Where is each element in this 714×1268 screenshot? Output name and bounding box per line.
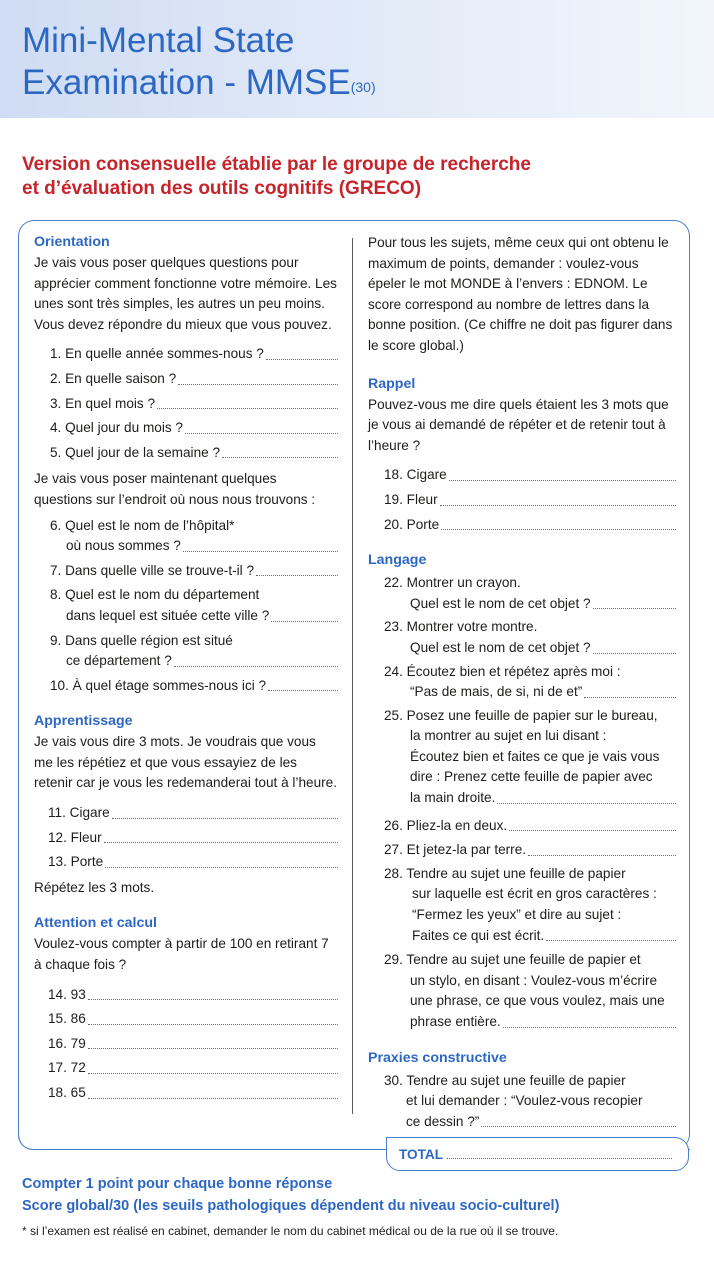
question-14-text: 14. 93	[48, 986, 86, 1002]
footnote: * si l’examen est réalisé en cabinet, demander le nom du cabinet médical ou de la rue où il se trouve.	[22, 1224, 559, 1238]
scoring-note: Compter 1 point pour chaque bonne réponse	[22, 1176, 333, 1192]
answer-line[interactable]	[503, 1027, 676, 1028]
question-28	[368, 864, 676, 946]
answer-line[interactable]	[178, 384, 338, 385]
answer-line[interactable]	[112, 818, 338, 819]
answer-line[interactable]	[88, 1048, 338, 1049]
question-6	[34, 516, 338, 557]
total-answer-line[interactable]	[447, 1158, 672, 1159]
orientation-intro-2: Je vais vous poser maintenant quelques questions sur l’endroit où nous nous trouvons :	[34, 471, 316, 507]
question-7-text: 7. Dans quelle ville se trouve-t-il ?	[50, 562, 254, 578]
question-25-line-3: Écoutez bien et faites ce que je vais vous	[410, 748, 660, 764]
subtitle-line-1: Version consensuelle établie par le groupe de recherche	[22, 154, 531, 175]
subtitle	[22, 153, 682, 201]
apprentissage-intro: Je vais vous dire 3 mots. Je voudrais que vous me les répétiez et que vous essayiez de les retenir car je vous les redemanderai tout à l’heure.	[34, 734, 337, 791]
orientation-intro: Je vais vous poser quelques questions pour apprécier comment fonctionne votre mémoire. Les unes sont très simples, les autres un peu moins. Vous devez répondre du mieux que vous pouvez.	[34, 255, 337, 332]
question-29-line-4: phrase entière.	[410, 1014, 501, 1029]
answer-line[interactable]	[546, 940, 676, 941]
question-23-line-1: 23. Montrer votre montre.	[384, 619, 538, 635]
question-9-line-2: ce département ?	[66, 653, 172, 669]
question-28-line-1: 28. Tendre au sujet une feuille de papier	[384, 865, 626, 881]
answer-line[interactable]	[174, 666, 338, 667]
right-column	[368, 233, 676, 1132]
question-18-attention	[34, 1079, 338, 1104]
question-2	[34, 365, 338, 390]
question-6-line-1: 6. Quel est le nom de l’hôpital*	[50, 517, 235, 533]
subtitle-line-2: et d’évaluation des outils cognitifs (GRECO)	[22, 178, 422, 199]
question-27	[368, 836, 676, 861]
question-9	[34, 631, 338, 672]
question-6-line-2-row	[50, 536, 338, 557]
question-26-text: 26. Pliez-la en deux.	[384, 817, 508, 833]
question-24-line-1: 24. Écoutez bien et répétez après moi :	[384, 663, 621, 679]
question-10-text: 10. À quel étage sommes-nous ici ?	[50, 677, 267, 693]
answer-line[interactable]	[481, 1126, 676, 1127]
section-title-rappel: Rappel	[368, 375, 416, 392]
question-7	[34, 557, 338, 582]
question-22-line-2: Quel est le nom de cet objet ?	[410, 595, 591, 611]
title-line-2-text: Examination - MMSE	[22, 63, 351, 102]
answer-line[interactable]	[266, 359, 338, 360]
answer-line[interactable]	[449, 480, 676, 481]
answer-line[interactable]	[497, 803, 676, 804]
question-27-text: 27. Et jetez-la par terre.	[384, 842, 527, 858]
question-18-rappel-text: 18. Cigare	[384, 467, 447, 483]
section-title-attention: Attention et calcul	[34, 915, 157, 932]
answer-line[interactable]	[88, 1024, 338, 1025]
answer-line[interactable]	[528, 855, 676, 856]
question-5	[34, 439, 338, 464]
question-29-line-1: 29. Tendre au sujet une feuille de papier et	[384, 952, 641, 968]
question-16-text: 16. 79	[48, 1035, 86, 1051]
question-25-line-4: dire : Prenez cette feuille de papier avec	[410, 769, 653, 785]
question-2-text: 2. En quelle saison ?	[50, 370, 177, 386]
question-19-text: 19. Fleur	[384, 491, 438, 507]
question-1-text: 1. En quelle année sommes-nous ?	[50, 346, 264, 362]
question-29	[368, 950, 676, 1032]
question-22-line-1: 22. Montrer un crayon.	[384, 575, 521, 591]
question-26	[368, 812, 676, 837]
question-29-line-4-row	[384, 1012, 676, 1033]
left-column	[34, 231, 338, 1104]
question-23-line-2-row	[384, 638, 676, 659]
answer-line[interactable]	[88, 999, 338, 1000]
question-24-line-2-row	[384, 682, 676, 703]
question-28-line-4-row	[384, 926, 676, 947]
question-12-text: 12. Fleur	[48, 829, 102, 845]
question-22	[368, 573, 676, 614]
answer-line[interactable]	[584, 697, 676, 698]
question-23-line-2: Quel est le nom de cet objet ?	[410, 639, 591, 655]
question-29-line-2: un stylo, en disant : Voulez-vous m’écrire	[410, 972, 658, 988]
question-15	[34, 1005, 338, 1030]
question-4-text: 4. Quel jour du mois ?	[50, 420, 183, 436]
answer-line[interactable]	[593, 608, 676, 609]
question-30	[368, 1071, 676, 1133]
question-25-line-5-row	[384, 788, 676, 809]
question-13	[34, 848, 338, 873]
question-18-attention-text: 18. 65	[48, 1085, 86, 1100]
answer-line[interactable]	[157, 408, 338, 409]
question-25	[368, 706, 676, 809]
question-30-line-3: ce dessin ?”	[406, 1113, 480, 1129]
answer-line[interactable]	[256, 575, 338, 576]
question-1	[34, 340, 338, 365]
question-29-line-3: une phrase, ce que vous voulez, mais une	[410, 993, 665, 1009]
answer-line[interactable]	[271, 621, 338, 622]
question-28-line-4: Faites ce qui est écrit.	[412, 927, 545, 943]
attention-intro: Voulez-vous compter à partir de 100 en retirant 7 à chaque fois ?	[34, 936, 329, 973]
title-line-1: Mini-Mental State	[22, 21, 295, 60]
section-title-langage: Langage	[368, 552, 427, 569]
question-15-text: 15. 86	[48, 1011, 86, 1027]
question-3	[34, 390, 338, 415]
answer-line[interactable]	[593, 653, 676, 654]
title-line-2	[22, 62, 376, 104]
question-13-text: 13. Porte	[48, 854, 104, 870]
question-30-line-1: 30. Tendre au sujet une feuille de papier	[384, 1072, 626, 1088]
question-25-line-1: 25. Posez une feuille de papier sur le bureau,	[384, 707, 658, 723]
answer-line[interactable]	[105, 867, 338, 868]
section-title-orientation: Orientation	[34, 234, 110, 250]
question-8-line-2-row	[50, 606, 338, 627]
answer-line[interactable]	[440, 505, 676, 506]
global-score-note: Score global/30 (les seuils pathologiques dépendent du niveau socio-culturel)	[22, 1198, 560, 1214]
answer-line[interactable]	[222, 457, 338, 458]
total-box	[386, 1137, 689, 1171]
question-6-line-2: où nous sommes ?	[66, 538, 181, 554]
section-title-praxies: Praxies constructive	[368, 1049, 507, 1066]
question-23	[368, 617, 676, 658]
question-28-line-3: “Fermez les yeux” et dire au sujet :	[412, 907, 622, 923]
question-24-line-2: “Pas de mais, de si, ni de et”	[410, 684, 583, 700]
question-18-rappel	[368, 461, 676, 486]
monde-instructions: Pour tous les sujets, même ceux qui ont obtenu le maximum de points, demander : voulez-vous épeler le mot MONDE à l’envers : EDNOM. Le score correspond au nombre de lettres dans la bonne position. (Ce chiffre ne doit pas figurer dans le score global.)	[368, 235, 673, 353]
question-8	[34, 585, 338, 626]
question-24	[368, 662, 676, 703]
section-title-apprentissage: Apprentissage	[34, 713, 133, 730]
question-4	[34, 414, 338, 439]
answer-line[interactable]	[88, 1073, 338, 1074]
answer-line[interactable]	[509, 830, 676, 831]
answer-line[interactable]	[185, 433, 338, 434]
question-20-text: 20. Porte	[384, 516, 440, 532]
question-11	[34, 799, 338, 824]
apprentissage-outro: Répétez les 3 mots.	[34, 879, 155, 895]
question-9-line-2-row	[50, 651, 338, 672]
question-28-line-2: sur laquelle est écrit en gros caractères :	[412, 886, 657, 902]
question-14	[34, 981, 338, 1006]
question-25-line-5: la main droite.	[410, 790, 496, 806]
answer-line[interactable]	[183, 551, 338, 552]
question-8-line-2: dans lequel est située cette ville ?	[66, 607, 270, 623]
question-22-line-2-row	[384, 594, 676, 615]
question-30-line-3-row	[384, 1112, 676, 1133]
question-19	[368, 486, 676, 511]
total-label: TOTAL	[399, 1146, 444, 1162]
question-5-text: 5. Quel jour de la semaine ?	[50, 444, 221, 460]
question-8-line-1: 8. Quel est le nom du département	[50, 587, 260, 603]
question-11-text: 11. Cigare	[48, 805, 110, 821]
question-17	[34, 1054, 338, 1079]
question-16	[34, 1030, 338, 1055]
question-20	[368, 511, 676, 536]
question-17-text: 17. 72	[48, 1060, 86, 1076]
question-9-line-1: 9. Dans quelle région est situé	[50, 632, 233, 648]
question-12	[34, 824, 338, 849]
answer-line[interactable]	[441, 529, 676, 530]
answer-line[interactable]	[104, 842, 338, 843]
question-25-line-2: la montrer au sujet en lui disant :	[410, 728, 607, 744]
answer-line[interactable]	[268, 690, 338, 691]
question-3-text: 3. En quel mois ?	[50, 395, 156, 411]
column-divider	[352, 238, 353, 1114]
page-title	[22, 20, 376, 104]
question-30-line-2: et lui demander : “Voulez-vous recopier	[406, 1093, 643, 1109]
answer-line[interactable]	[88, 1098, 338, 1099]
question-10	[34, 672, 338, 697]
rappel-intro: Pouvez-vous me dire quels étaient les 3 mots que je vous ai demandé de répéter et de retenir tout à l’heure ?	[368, 396, 669, 453]
title-reference: (30)	[350, 79, 376, 95]
